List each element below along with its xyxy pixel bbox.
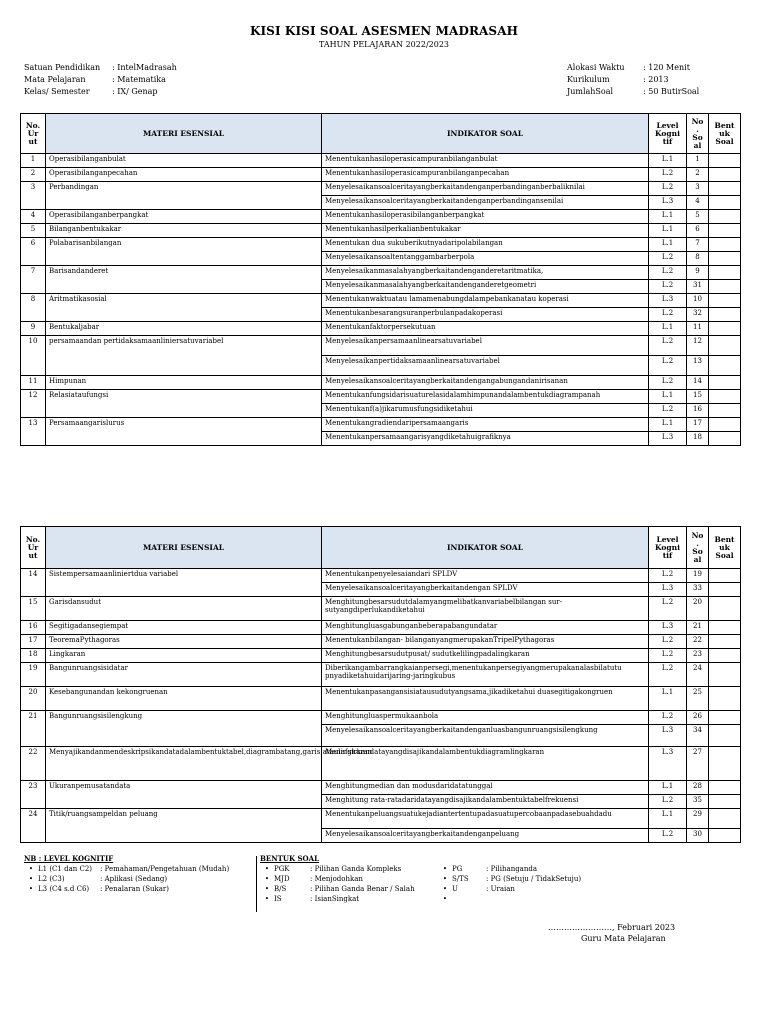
- materi-cell: Bentukaljabar: [46, 322, 322, 336]
- materi-cell: Bangunruangsisilengkung: [46, 711, 322, 747]
- bentuk-cell: [709, 376, 741, 390]
- row-number: 3: [21, 182, 46, 210]
- level-cell: L.1: [649, 781, 687, 795]
- bentuk-cell: [709, 224, 741, 238]
- bentuk-cell: [709, 266, 741, 280]
- materi-cell: Persamaangarislurus: [46, 418, 322, 446]
- table-row: [21, 569, 741, 583]
- table-row: [21, 182, 741, 196]
- meta-value: : IX/ Genap: [112, 87, 158, 96]
- materi-cell: Sistempersamaanliniertdua variabel: [46, 569, 322, 597]
- table-row: [21, 809, 741, 829]
- level-cell: L.2: [649, 266, 687, 280]
- legend-value: : Pilihan Ganda Kompleks: [310, 865, 402, 873]
- meta-right: [567, 62, 699, 98]
- question-number-cell: 14: [687, 376, 709, 390]
- level-cell: L.2: [649, 635, 687, 649]
- bentuk-cell: [709, 583, 741, 597]
- legend-key: IS: [274, 895, 282, 903]
- row-number: 18: [21, 649, 46, 663]
- row-number: 16: [21, 621, 46, 635]
- level-cell: L.2: [649, 280, 687, 294]
- legend-value: : PG (Setuju / TidakSetuju): [486, 875, 582, 883]
- meta-label: JumlahSoal: [567, 87, 614, 96]
- level-cell: L.2: [649, 356, 687, 376]
- question-number-cell: 6: [687, 224, 709, 238]
- legend-key: PGK: [274, 865, 290, 873]
- materi-cell: Bilanganbentukakar: [46, 224, 322, 238]
- question-number-cell: 13: [687, 356, 709, 376]
- question-number-cell: 17: [687, 418, 709, 432]
- level-cell: L.2: [649, 597, 687, 621]
- level-cell: L.1: [649, 224, 687, 238]
- materi-cell: Ukuranpemusatandata: [46, 781, 322, 809]
- bentuk-cell: [709, 210, 741, 224]
- legend-item: [438, 894, 581, 904]
- header-nosoal: No . So al: [687, 527, 709, 569]
- legend-item: [24, 874, 229, 884]
- level-cell: L.2: [649, 252, 687, 266]
- row-number: 20: [21, 687, 46, 711]
- level-cell: L.2: [649, 569, 687, 583]
- question-number-cell: 11: [687, 322, 709, 336]
- indikator-cell: Menghitungbesarsudutpusat/ sudutkelilingpadalingkaran: [322, 649, 649, 663]
- legend-bentuk-heading: BENTUK SOAL: [260, 854, 319, 863]
- header-indikator: INDIKATOR SOAL: [322, 527, 649, 569]
- bentuk-cell: [709, 687, 741, 711]
- row-number: 24: [21, 809, 46, 843]
- legend-item: [260, 884, 415, 894]
- question-number-cell: 32: [687, 308, 709, 322]
- indikator-cell: Menafsirkandatayangdisajikandalambentukdiagramlingkaran: [322, 747, 649, 781]
- row-number: 19: [21, 663, 46, 687]
- bentuk-cell: [709, 308, 741, 322]
- header-bentuk: Bent uk Soal: [709, 114, 741, 154]
- legend-level-heading: NB : LEVEL KOGNITIF: [24, 854, 114, 863]
- bentuk-cell: [709, 154, 741, 168]
- level-cell: L.3: [649, 747, 687, 781]
- indikator-cell: Menentukanhasiloperasibilanganberpangkat: [322, 210, 649, 224]
- materi-cell: Polabarisanbilangan: [46, 238, 322, 266]
- header-bentuk: Bent uk Soal: [709, 527, 741, 569]
- bentuk-cell: [709, 663, 741, 687]
- legend-item: [438, 864, 581, 874]
- level-cell: L.3: [649, 294, 687, 308]
- question-number-cell: 20: [687, 597, 709, 621]
- bentuk-cell: [709, 569, 741, 583]
- meta-left: [24, 62, 177, 98]
- level-cell: L.2: [649, 336, 687, 356]
- header-no: No. Ur ut: [21, 527, 46, 569]
- meta-row: [24, 62, 177, 74]
- indikator-cell: Menentukanpersamaangarisyangdiketahuigrafiknya: [322, 432, 649, 446]
- indikator-cell: Menentukanbilangan- bilanganyangmerupakanTripelPythagoras: [322, 635, 649, 649]
- level-cell: L.1: [649, 154, 687, 168]
- table-row: [21, 154, 741, 168]
- legend-value: : Penalaran (Sukar): [100, 885, 169, 893]
- question-number-cell: 12: [687, 336, 709, 356]
- level-cell: L.1: [649, 322, 687, 336]
- level-cell: L.2: [649, 308, 687, 322]
- row-number: 6: [21, 238, 46, 266]
- question-number-cell: 1: [687, 154, 709, 168]
- kisi-table-1: [20, 113, 741, 446]
- materi-cell: Segitigadansegiempat: [46, 621, 322, 635]
- indikator-cell: Menghitungluaspermukaanbola: [322, 711, 649, 725]
- meta-label: Alokasi Waktu: [567, 63, 625, 72]
- indikator-cell: Menentukanfaktorpersekutuan: [322, 322, 649, 336]
- level-cell: L.1: [649, 687, 687, 711]
- bentuk-cell: [709, 196, 741, 210]
- question-number-cell: 18: [687, 432, 709, 446]
- row-number: 10: [21, 336, 46, 376]
- question-number-cell: 26: [687, 711, 709, 725]
- legend-key: L3 (C4 s.d C6): [38, 885, 90, 893]
- indikator-cell: Menyelesaikansoalceritayangberkaitandenganluasbangunruangsisilengkung: [322, 725, 649, 747]
- legend-value: : Pemahaman/Pengetahuan (Mudah): [100, 865, 230, 873]
- legend-key: L1 (C1 dan C2): [38, 865, 93, 873]
- indikator-cell: Menentukanpeluangsuatukejadiantertentupadasuatupercobaanpadasebuahdadu: [322, 809, 649, 829]
- legend-item: [260, 894, 415, 904]
- bentuk-cell: [709, 252, 741, 266]
- bentuk-cell: [709, 404, 741, 418]
- bentuk-cell: [709, 747, 741, 781]
- legend-key: L2 (C3): [38, 875, 65, 883]
- level-cell: L.3: [649, 583, 687, 597]
- level-cell: L.2: [649, 711, 687, 725]
- indikator-cell: Menghitungbesarsudutdalamyangmelibatkanvariabelbilangan sur-sutyangdiperlukandiketahui: [322, 597, 649, 621]
- indikator-cell: Menentukanpenyelesaiandari SPLDV: [322, 569, 649, 583]
- question-number-cell: 30: [687, 829, 709, 843]
- signature-date: ……………………, Februari 2023: [548, 923, 676, 932]
- row-number: 8: [21, 294, 46, 322]
- question-number-cell: 7: [687, 238, 709, 252]
- table-row: [21, 621, 741, 635]
- question-number-cell: 34: [687, 725, 709, 747]
- question-number-cell: 24: [687, 663, 709, 687]
- question-number-cell: 29: [687, 809, 709, 829]
- table-row: [21, 322, 741, 336]
- question-number-cell: 16: [687, 404, 709, 418]
- meta-value: : 120 Menit: [643, 63, 690, 72]
- table-row: [21, 224, 741, 238]
- question-number-cell: 31: [687, 280, 709, 294]
- header-level: Level Kogni tif: [649, 527, 687, 569]
- row-number: 2: [21, 168, 46, 182]
- level-cell: L.1: [649, 809, 687, 829]
- meta-value: : IntelMadrasah: [112, 63, 177, 72]
- legend-item: [24, 884, 229, 894]
- materi-cell: Himpunan: [46, 376, 322, 390]
- level-cell: L.1: [649, 390, 687, 404]
- document-title: KISI KISI SOAL ASESMEN MADRASAH: [249, 24, 519, 38]
- bentuk-cell: [709, 182, 741, 196]
- meta-label: Kurikulum: [567, 75, 610, 84]
- bentuk-cell: [709, 635, 741, 649]
- legend-item: [260, 864, 415, 874]
- table-row: [21, 418, 741, 432]
- indikator-cell: Menyelesaikanpertidaksamaanlinearsatuvariabel: [322, 356, 649, 376]
- header-indikator: INDIKATOR SOAL: [322, 114, 649, 154]
- bentuk-cell: [709, 432, 741, 446]
- bentuk-cell: [709, 621, 741, 635]
- question-number-cell: 21: [687, 621, 709, 635]
- question-number-cell: 33: [687, 583, 709, 597]
- legend-value: : IsianSingkat: [310, 895, 360, 903]
- indikator-cell: Menyelesaikanpersamaanlinearsatuvariabel: [322, 336, 649, 356]
- table-row: [21, 294, 741, 308]
- bentuk-cell: [709, 795, 741, 809]
- legend-bentuk: [260, 854, 415, 904]
- meta-value: : 50 ButirSoal: [643, 87, 700, 96]
- legend-value: : Pilihanganda: [486, 865, 538, 873]
- materi-cell: persamaandan pertidaksamaanliniersatuvariabel: [46, 336, 322, 376]
- indikator-cell: Menyelesaikansoalceritayangberkaitandenganperbandinganberbaliknilai: [322, 182, 649, 196]
- indikator-cell: Menghitung rata-ratadaridatayangdisajikandalambentuktabelfrekuensi: [322, 795, 649, 809]
- question-number-cell: 10: [687, 294, 709, 308]
- meta-row: [24, 86, 177, 98]
- document-subtitle: TAHUN PELAJARAN 2022/2023: [319, 40, 449, 49]
- table-row: [21, 336, 741, 356]
- table-row: [21, 210, 741, 224]
- indikator-cell: Menentukanhasiloperasicampuranbilanganpecahan: [322, 168, 649, 182]
- question-number-cell: 23: [687, 649, 709, 663]
- indikator-cell: Menyelesaikanmasalahyangberkaitandenganderetaritmatika,: [322, 266, 649, 280]
- legend-divider: [256, 856, 257, 912]
- meta-value: : Matematika: [112, 75, 166, 84]
- level-cell: L.1: [649, 210, 687, 224]
- indikator-cell: Menyelesaikansoalceritayangberkaitandengangabungandanirisanan: [322, 376, 649, 390]
- indikator-cell: Menentukanf(a)jikarumusfungsidiketahui: [322, 404, 649, 418]
- level-cell: L.1: [649, 238, 687, 252]
- level-cell: L.2: [649, 663, 687, 687]
- indikator-cell: Menyelesaikansoaltentanggambarberpola: [322, 252, 649, 266]
- table-row: [21, 711, 741, 725]
- legend-bentuk-col2: [438, 864, 581, 904]
- bentuk-cell: [709, 322, 741, 336]
- indikator-cell: Menentukanhasilperkalianbentukakar: [322, 224, 649, 238]
- indikator-cell: Menyelesaikansoalceritayangberkaitandenganperbandingansenilai: [322, 196, 649, 210]
- table-row: [21, 687, 741, 711]
- question-number-cell: 25: [687, 687, 709, 711]
- materi-cell: Lingkaran: [46, 649, 322, 663]
- legend-item: [260, 874, 415, 884]
- bentuk-cell: [709, 725, 741, 747]
- indikator-cell: Menentukanfungsidarisuaturelasidalamhimpunandalambentukdiagrampanah: [322, 390, 649, 404]
- table-row: [21, 635, 741, 649]
- row-number: 11: [21, 376, 46, 390]
- header-level: Level Kogni tif: [649, 114, 687, 154]
- legend-key: S/TS: [452, 875, 469, 883]
- legend-key: PG: [452, 865, 463, 873]
- meta-row: [567, 62, 699, 74]
- bentuk-cell: [709, 781, 741, 795]
- materi-cell: Titik/ruangsampeldan peluang: [46, 809, 322, 843]
- row-number: 7: [21, 266, 46, 294]
- question-number-cell: 4: [687, 196, 709, 210]
- materi-cell: Operasibilanganpecahan: [46, 168, 322, 182]
- legend-item: [438, 884, 581, 894]
- bentuk-cell: [709, 294, 741, 308]
- indikator-cell: Menentukan dua sukuberikutnyadaripolabilangan: [322, 238, 649, 252]
- indikator-cell: Menentukanwaktuatau lamamenabungdalampebankanatau koperasi: [322, 294, 649, 308]
- materi-cell: Barisandanderet: [46, 266, 322, 294]
- indikator-cell: Menentukanpasangansisiatausudutyangsama,jikadiketahui duasegitigakongruen: [322, 687, 649, 711]
- materi-cell: TeoremaPythagoras: [46, 635, 322, 649]
- meta-row: [567, 74, 699, 86]
- legend-item: [24, 864, 229, 874]
- table-row: [21, 649, 741, 663]
- level-cell: L.2: [649, 795, 687, 809]
- bentuk-cell: [709, 809, 741, 829]
- row-number: 5: [21, 224, 46, 238]
- bentuk-cell: [709, 336, 741, 356]
- bentuk-cell: [709, 597, 741, 621]
- materi-cell: Bangunruangsisidatar: [46, 663, 322, 687]
- bentuk-cell: [709, 390, 741, 404]
- bentuk-cell: [709, 829, 741, 843]
- meta-label: Kelas/ Semester: [24, 87, 90, 96]
- table-row: [21, 266, 741, 280]
- bentuk-cell: [709, 168, 741, 182]
- bentuk-cell: [709, 238, 741, 252]
- question-number-cell: 5: [687, 210, 709, 224]
- meta-row: [24, 74, 177, 86]
- indikator-cell: Menyelesaikansoalceritayangberkaitandenganpeluang: [322, 829, 649, 843]
- question-number-cell: 3: [687, 182, 709, 196]
- question-number-cell: 9: [687, 266, 709, 280]
- row-number: 13: [21, 418, 46, 446]
- bentuk-cell: [709, 711, 741, 725]
- table-row: [21, 781, 741, 795]
- question-number-cell: 27: [687, 747, 709, 781]
- materi-cell: Menyajikandanmendeskripsikandatadalambentuktabel,diagrambatang,garis,ataulingkaran: [46, 747, 322, 781]
- legend-item: [438, 874, 581, 884]
- question-number-cell: 35: [687, 795, 709, 809]
- meta-row: [567, 86, 699, 98]
- question-number-cell: 28: [687, 781, 709, 795]
- legend-value: : Uraian: [486, 885, 515, 893]
- legend-key: U: [452, 885, 458, 893]
- row-number: 9: [21, 322, 46, 336]
- indikator-cell: Diberikangambarrangkaianpersegi,menentukanpersegiyangmerupakanalasbilatutu pnyadiketahuidarijaring-jaringkubus: [322, 663, 649, 687]
- indikator-cell: Menentukanhasiloperasicampuranbilanganbulat: [322, 154, 649, 168]
- header-nosoal: No . So al: [687, 114, 709, 154]
- row-number: 14: [21, 569, 46, 597]
- question-number-cell: 15: [687, 390, 709, 404]
- indikator-cell: Menentukanbesarangsuranperbulanpadakoperasi: [322, 308, 649, 322]
- question-number-cell: 19: [687, 569, 709, 583]
- level-cell: L.3: [649, 621, 687, 635]
- materi-cell: Aritmatikasosial: [46, 294, 322, 322]
- question-number-cell: 22: [687, 635, 709, 649]
- header-no: No. Ur ut: [21, 114, 46, 154]
- indikator-cell: Menghitungmedian dan modusdaridatatunggal: [322, 781, 649, 795]
- bentuk-cell: [709, 418, 741, 432]
- legend-value: : Aplikasi (Sedang): [100, 875, 168, 883]
- level-cell: L.3: [649, 196, 687, 210]
- row-number: 21: [21, 711, 46, 747]
- kisi-table-2: [20, 526, 741, 843]
- level-cell: L.2: [649, 376, 687, 390]
- header-materi: MATERI ESENSIAL: [46, 527, 322, 569]
- bentuk-cell: [709, 356, 741, 376]
- table-row: [21, 376, 741, 390]
- legend-key: B/S: [274, 885, 287, 893]
- materi-cell: Garisdansudut: [46, 597, 322, 621]
- materi-cell: Operasibilanganbulat: [46, 154, 322, 168]
- indikator-cell: Menyelesaikanmasalahyangberkaitandenganderetgeometri: [322, 280, 649, 294]
- bentuk-cell: [709, 280, 741, 294]
- table-row: [21, 168, 741, 182]
- level-cell: L.2: [649, 182, 687, 196]
- question-number-cell: 8: [687, 252, 709, 266]
- row-number: 17: [21, 635, 46, 649]
- row-number: 23: [21, 781, 46, 809]
- level-cell: L.2: [649, 649, 687, 663]
- level-cell: L.3: [649, 432, 687, 446]
- materi-cell: Kesebangunandan kekongruenan: [46, 687, 322, 711]
- level-cell: L.1: [649, 418, 687, 432]
- level-cell: L.2: [649, 404, 687, 418]
- table-row: [21, 747, 741, 781]
- legend-value: : Pilihan Ganda Benar / Salah: [310, 885, 415, 893]
- legend-level: [24, 854, 229, 894]
- table-row: [21, 390, 741, 404]
- meta-value: : 2013: [643, 75, 669, 84]
- row-number: 4: [21, 210, 46, 224]
- table-row: [21, 238, 741, 252]
- indikator-cell: Menentukangradiendaripersamaangaris: [322, 418, 649, 432]
- header-materi: MATERI ESENSIAL: [46, 114, 322, 154]
- meta-label: Satuan Pendidikan: [24, 63, 101, 72]
- table-row: [21, 597, 741, 621]
- row-number: 22: [21, 747, 46, 781]
- row-number: 12: [21, 390, 46, 418]
- signature-role: Guru Mata Pelajaran: [581, 934, 666, 943]
- indikator-cell: Menyelesaikansoalceritayangberkaitandengan SPLDV: [322, 583, 649, 597]
- meta-label: Mata Pelajaran: [24, 75, 86, 84]
- materi-cell: Relasiataufungsi: [46, 390, 322, 418]
- indikator-cell: Menghitungluasgabunganbeberapabangundatar: [322, 621, 649, 635]
- level-cell: L.2: [649, 829, 687, 843]
- materi-cell: Perbandingan: [46, 182, 322, 210]
- row-number: 1: [21, 154, 46, 168]
- legend-value: : Menjodohkan: [310, 875, 363, 883]
- question-number-cell: 2: [687, 168, 709, 182]
- level-cell: L.2: [649, 168, 687, 182]
- table-row: [21, 663, 741, 687]
- materi-cell: Operasibilanganberpangkat: [46, 210, 322, 224]
- level-cell: L.3: [649, 725, 687, 747]
- bentuk-cell: [709, 649, 741, 663]
- row-number: 15: [21, 597, 46, 621]
- legend-key: MJD: [274, 875, 290, 883]
